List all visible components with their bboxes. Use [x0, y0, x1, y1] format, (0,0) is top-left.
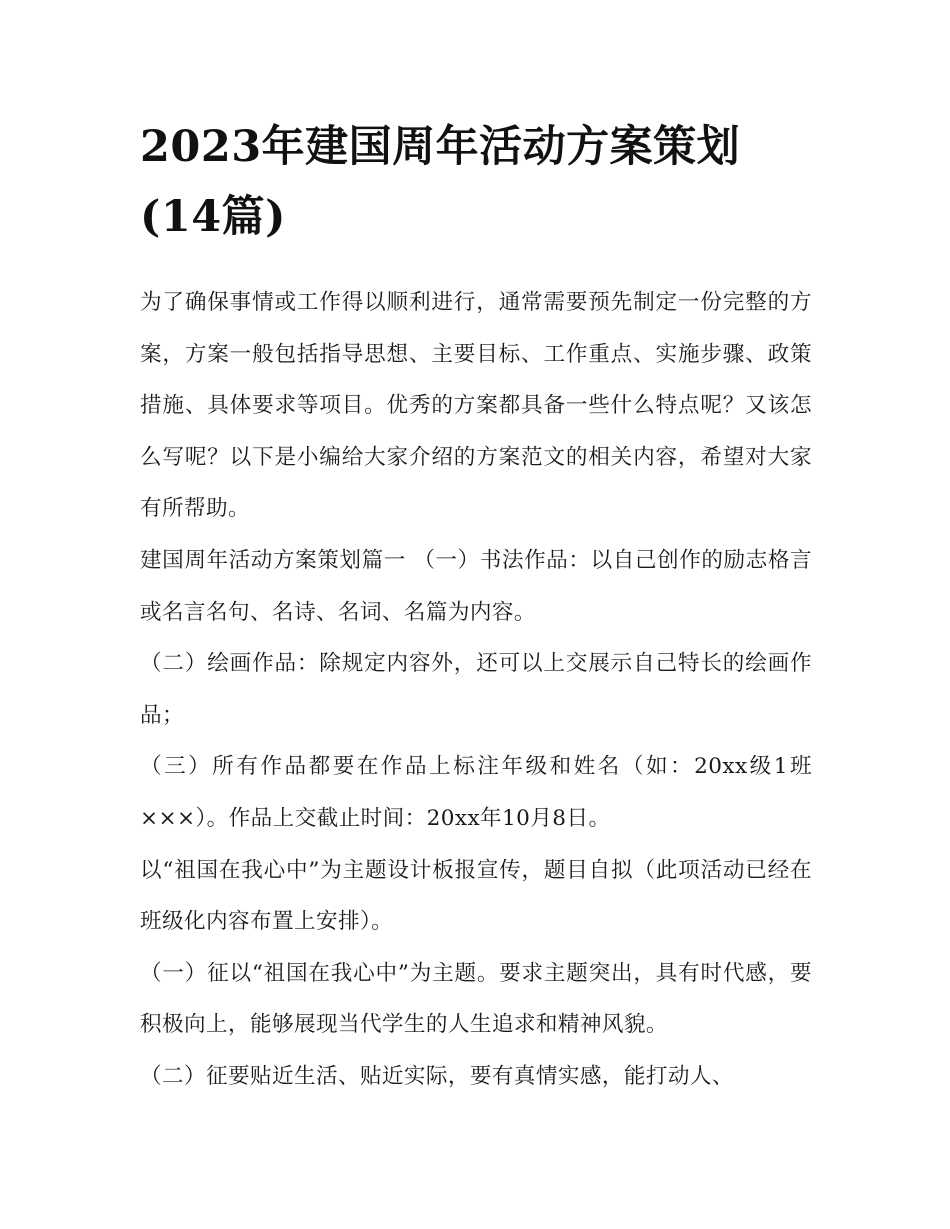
document-title: 2023年建国周年活动方案策划(14篇) [140, 122, 741, 242]
paragraph-painting: （二）绘画作品：除规定内容外，还可以上交展示自己特长的绘画作品； [140, 651, 812, 728]
paragraph-requirements: （二）征要贴近生活、贴近实际，要有真情实感，能打动人、 [140, 1063, 734, 1089]
paragraph-calligraphy: 建国周年活动方案策划篇一 （一）书法作品：以自己创作的励志格言或名言名句、名诗、名词、名篇为内容。 [140, 547, 812, 625]
paragraph-blackboard: 以“祖国在我心中”为主题设计板报宣传，题目自拟（此项活动已经在班级化内容布置上安排）。 [140, 857, 812, 935]
paragraph-theme: （一）征以“祖国在我心中”为主题。要求主题突出，具有时代感，要积极向上，能够展现当代学生的人生追求和精神风貌。 [140, 960, 812, 1038]
paragraph-intro: 为了确保事情或工作得以顺利进行，通常需要预先制定一份完整的方案，方案一般包括指导思想、主要目标、工作重点、实施步骤、政策措施、具体要求等项目。优秀的方案都具备一些什么特点呢？又该怎么写呢？以下是小编给大家介绍的方案范文的相关内容，希望对大家有所帮助。 [140, 290, 812, 522]
paragraph-labeling: （三）所有作品都要在作品上标注年级和姓名（如：20xx级1班×××）。作品上交截止时间：20xx年10月8日。 [140, 754, 812, 831]
document-body [140, 277, 812, 1103]
